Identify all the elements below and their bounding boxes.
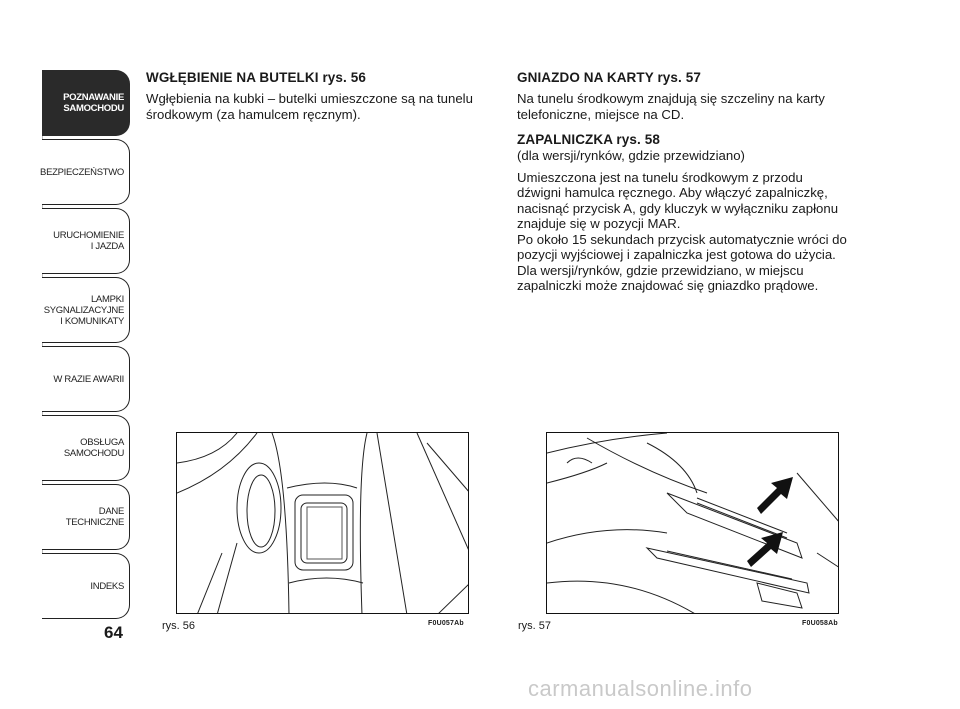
tab-label: OBSŁUGA SAMOCHODU [63, 437, 124, 459]
figure-caption: rys. 57 [518, 620, 552, 632]
watermark: carmanualsonline.info [528, 676, 753, 701]
tab-label: BEZPIECZEŃSTWO [40, 166, 124, 178]
tab-uruchomienie-i-jazda[interactable] [42, 208, 130, 274]
figure-caption: rys. 56 [162, 620, 196, 632]
tab-label: URUCHOMIENIE I JAZDA [53, 230, 124, 252]
tab-label: DANE TECHNICZNE [65, 506, 124, 528]
tab-label: W RAZIE AWARII [53, 373, 124, 385]
card-slot-illustration [547, 433, 839, 614]
section-text: Wgłębienia na kubki – butelki umieszczone są na tunelu środkowym (za hamulcem ręcznym). [146, 91, 473, 122]
tab-bezpieczenstwo[interactable] [42, 139, 130, 205]
tab-poznawanie-samochodu[interactable] [42, 70, 130, 136]
section-text: Na tunelu środkowym znajdują się szczeliny na karty telefoniczne, miejsce na CD. [517, 91, 825, 122]
figure-code: F0U057Ab [428, 620, 464, 627]
section-text: Umieszczona jest na tunelu środkowym z przodu dźwigni hamulca ręcznego. Aby włączyć zapalniczkę, nacisnąć przycisk A, gdy kluczyk w wyłączniku zapłonu znajduje się w pozycji MAR. Po około 15 sekundach przycisk automatycznie wróci do pozycji wyjściowej i zapalniczka jest gotowa do użycia. Dla wersji/rynków, gdzie przewidziano, w miejscu zapalniczki może znajdować się gniazdko prądowe. [517, 169, 847, 293]
arrow-icon [757, 477, 793, 514]
section-heading: ZAPALNICZKA rys. 58 [517, 132, 660, 147]
section-subtitle: (dla wersji/rynków, gdzie przewidziano) [517, 148, 745, 163]
right-column [517, 70, 887, 304]
figure-bottle-holder [176, 432, 469, 614]
tab-label: POZNAWANIE SAMOCHODU [63, 92, 124, 114]
tab-lampki-sygnalizacyjne[interactable] [42, 277, 130, 343]
page-number: 64 [104, 623, 123, 642]
tab-label: LAMPKI SYGNALIZACYJNE I KOMUNIKATY [43, 293, 124, 327]
figure-code: F0U058Ab [802, 620, 838, 627]
tab-w-razie-awarii[interactable] [42, 346, 130, 412]
tab-indeks[interactable] [42, 553, 130, 619]
left-column [146, 70, 491, 132]
bottle-holder-illustration [177, 433, 469, 614]
figure-card-slot [546, 432, 839, 614]
section-heading: WGŁĘBIENIE NA BUTELKI rys. 56 [146, 70, 366, 85]
arrow-icon [747, 532, 783, 567]
tab-dane-techniczne[interactable] [42, 484, 130, 550]
tab-obsluga-samochodu[interactable] [42, 415, 130, 481]
tab-label: INDEKS [90, 580, 124, 592]
section-heading: GNIAZDO NA KARTY rys. 57 [517, 70, 701, 85]
